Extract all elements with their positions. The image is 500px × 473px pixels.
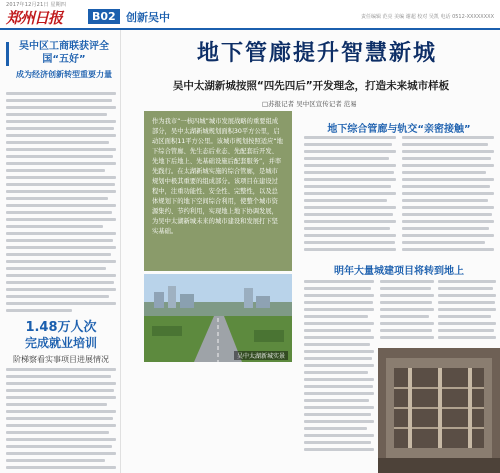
- photo-caption: 吴中太湖新城实景: [234, 351, 288, 360]
- left-story-2-title-a: 1.48万人次: [25, 320, 97, 335]
- left-story-2-heading: [6, 320, 116, 365]
- article-photo: [144, 274, 292, 362]
- tunnel-photo: [378, 348, 500, 473]
- heading-accent-bar: [6, 42, 9, 66]
- left-story-2-title-b: 完成就业培训: [24, 336, 97, 350]
- section-heading-1: 地下综合管廊与轨交“亲密接触”: [327, 124, 471, 135]
- intro-box: [144, 111, 292, 271]
- editor-credits: 责任编辑 范亮 美编 谢超 校对 吴凯 电话 0512-XXXXXXXX: [360, 14, 494, 20]
- left-story-1-title: 吴中区工商联获评全国“五好”: [19, 41, 109, 65]
- left-story-1-body: [6, 92, 116, 316]
- page-header: [0, 0, 500, 30]
- page-number-badge: B02: [88, 9, 120, 24]
- article-body-col-4: [380, 280, 434, 343]
- article-body-col-5: [438, 280, 496, 343]
- article-body-col-1: [304, 136, 396, 255]
- sub-headline: 吴中太湖新城按照“四先四后”开发理念，打造未来城市样板: [172, 80, 450, 92]
- article-body-col-2: [402, 136, 494, 255]
- section-title: 创新吴中: [126, 11, 170, 24]
- left-story-1-heading: [14, 40, 114, 81]
- masthead-logo: 郑州日报: [6, 9, 63, 27]
- left-story-1-subtitle: 成为经济创新转型重要力量: [16, 70, 112, 79]
- intro-text: 作为我市“一核四城”城市发展战略的重要组成部分，吴中太湖新城规划面积30平方公里，启动区面积11平方公里。该城市规划按照适应“地下综合管廊、先生态后业态、先配套后开发、先地下后地上、先基础设施后配套服务”，并率先践行。在太湖新城实施的综合管廊，是城市规划中极其重要的组成部分。该项目在建设过程中，注重功能性、安全性、完整性，以及总体规划下的地下空间综合利用，使整个城市资源集约、节约利用，实现地上地下协调发展，为吴中太湖新城未来的城市建设和发展打下坚实基础。: [152, 118, 283, 235]
- utility-tunnel-image: [378, 348, 500, 473]
- byline: □苏报记者 吴中区宣传记者 范易: [262, 100, 357, 108]
- issue-date: 2017年12月21日 星期四: [6, 2, 67, 8]
- left-story-2-subtitle: 阶梯察看实事项目进展情况: [13, 355, 109, 364]
- section-heading-2: 明年大量城建项目将转到地上: [334, 266, 464, 277]
- main-article: [122, 30, 500, 473]
- left-column: [0, 30, 121, 473]
- headline: 地下管廊提升智慧新城: [196, 41, 437, 66]
- city-aerial-image: [144, 274, 292, 362]
- left-story-2-body: [6, 368, 116, 473]
- article-body-col-3: [304, 280, 374, 455]
